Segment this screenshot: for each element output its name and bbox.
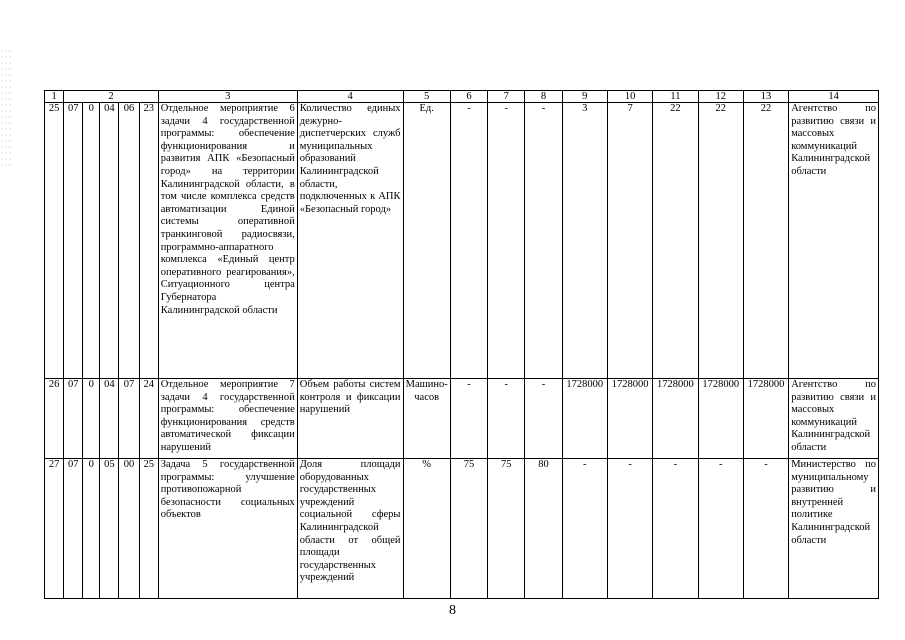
unit-cell: Машино-часов xyxy=(403,379,450,459)
indicator-description: Количество единых дежурно-диспетчерских служб муниципальных образований Калининградской области, подключенных к АПК «Безопасный город» xyxy=(297,103,403,379)
code-cell: 07 xyxy=(64,379,83,459)
code-cell: 24 xyxy=(139,379,158,459)
value-cell: - xyxy=(525,379,562,459)
code-cell: 04 xyxy=(100,103,119,379)
header-cell: 1 xyxy=(45,91,64,103)
table-row xyxy=(45,103,879,379)
indicator-description: Доля площади оборудованных государственных учреждений социальной сферы Калининградской области от общей площади государственных учреждений xyxy=(297,459,403,599)
code-cell: 07 xyxy=(64,459,83,599)
code-cell: 04 xyxy=(100,379,119,459)
scan-noise xyxy=(0,48,12,168)
header-cell: 8 xyxy=(525,91,562,103)
value-cell: - xyxy=(525,103,562,379)
task-description: Отдельное мероприятие 7 задачи 4 государственной программы: обеспечение функционирования средств автоматической фиксации нарушений xyxy=(158,379,297,459)
value-cell: 1728000 xyxy=(698,379,743,459)
value-cell: - xyxy=(488,379,525,459)
task-description: Отдельное мероприятие 6 задачи 4 государственной программы: обеспечение функционирования и развития АПК «Безопасный город» на территории Калининградской области, в том числе комплекса средств автоматизации Единой системы оперативной транкинговой радиосвязи, программно-аппаратного комплекса «Единый центр оперативного реагирования», Ситуационного центра Губернатора Калининградской области xyxy=(158,103,297,379)
code-cell: 23 xyxy=(139,103,158,379)
row-number: 25 xyxy=(45,103,64,379)
value-cell: - xyxy=(653,459,698,599)
value-cell: 7 xyxy=(607,103,652,379)
value-cell: 22 xyxy=(653,103,698,379)
header-cell: 12 xyxy=(698,91,743,103)
unit-cell: % xyxy=(403,459,450,599)
header-cell: 3 xyxy=(158,91,297,103)
value-cell: 1728000 xyxy=(653,379,698,459)
row-number: 27 xyxy=(45,459,64,599)
value-cell: - xyxy=(488,103,525,379)
value-cell: 1728000 xyxy=(743,379,788,459)
responsible-cell: Агентство по развитию связи и массовых коммуникаций Калининградской области xyxy=(789,103,879,379)
table-row xyxy=(45,459,879,599)
code-cell: 00 xyxy=(119,459,139,599)
value-cell: 22 xyxy=(743,103,788,379)
row-number: 26 xyxy=(45,379,64,459)
value-cell: - xyxy=(562,459,607,599)
page-number: 8 xyxy=(449,603,456,618)
code-cell: 07 xyxy=(119,379,139,459)
header-row xyxy=(45,91,879,103)
table-row xyxy=(45,379,879,459)
responsible-cell: Министерство по муниципальному развитию и внутренней политике Калининградской области xyxy=(789,459,879,599)
code-cell: 0 xyxy=(83,103,100,379)
header-cell: 13 xyxy=(743,91,788,103)
indicators-table xyxy=(44,90,879,599)
value-cell: - xyxy=(743,459,788,599)
value-cell: 3 xyxy=(562,103,607,379)
value-cell: 1728000 xyxy=(607,379,652,459)
header-cell: 7 xyxy=(488,91,525,103)
value-cell: 22 xyxy=(698,103,743,379)
value-cell: - xyxy=(698,459,743,599)
code-cell: 25 xyxy=(139,459,158,599)
header-cell: 6 xyxy=(450,91,487,103)
header-cell: 14 xyxy=(789,91,879,103)
unit-cell: Ед. xyxy=(403,103,450,379)
indicator-description: Объем работы систем контроля и фиксации нарушений xyxy=(297,379,403,459)
header-cell: 9 xyxy=(562,91,607,103)
header-cell: 2 xyxy=(64,91,159,103)
header-cell: 10 xyxy=(607,91,652,103)
code-cell: 0 xyxy=(83,459,100,599)
responsible-cell: Агентство по развитию связи и массовых коммуникаций Калининградской области xyxy=(789,379,879,459)
header-cell: 5 xyxy=(403,91,450,103)
code-cell: 06 xyxy=(119,103,139,379)
value-cell: 75 xyxy=(450,459,487,599)
value-cell: - xyxy=(450,103,487,379)
value-cell: 75 xyxy=(488,459,525,599)
code-cell: 05 xyxy=(100,459,119,599)
code-cell: 07 xyxy=(64,103,83,379)
value-cell: - xyxy=(450,379,487,459)
header-cell: 4 xyxy=(297,91,403,103)
value-cell: - xyxy=(607,459,652,599)
code-cell: 0 xyxy=(83,379,100,459)
value-cell: 1728000 xyxy=(562,379,607,459)
task-description: Задача 5 государственной программы: улучшение противопожарной безопасности социальных объектов xyxy=(158,459,297,599)
header-cell: 11 xyxy=(653,91,698,103)
value-cell: 80 xyxy=(525,459,562,599)
